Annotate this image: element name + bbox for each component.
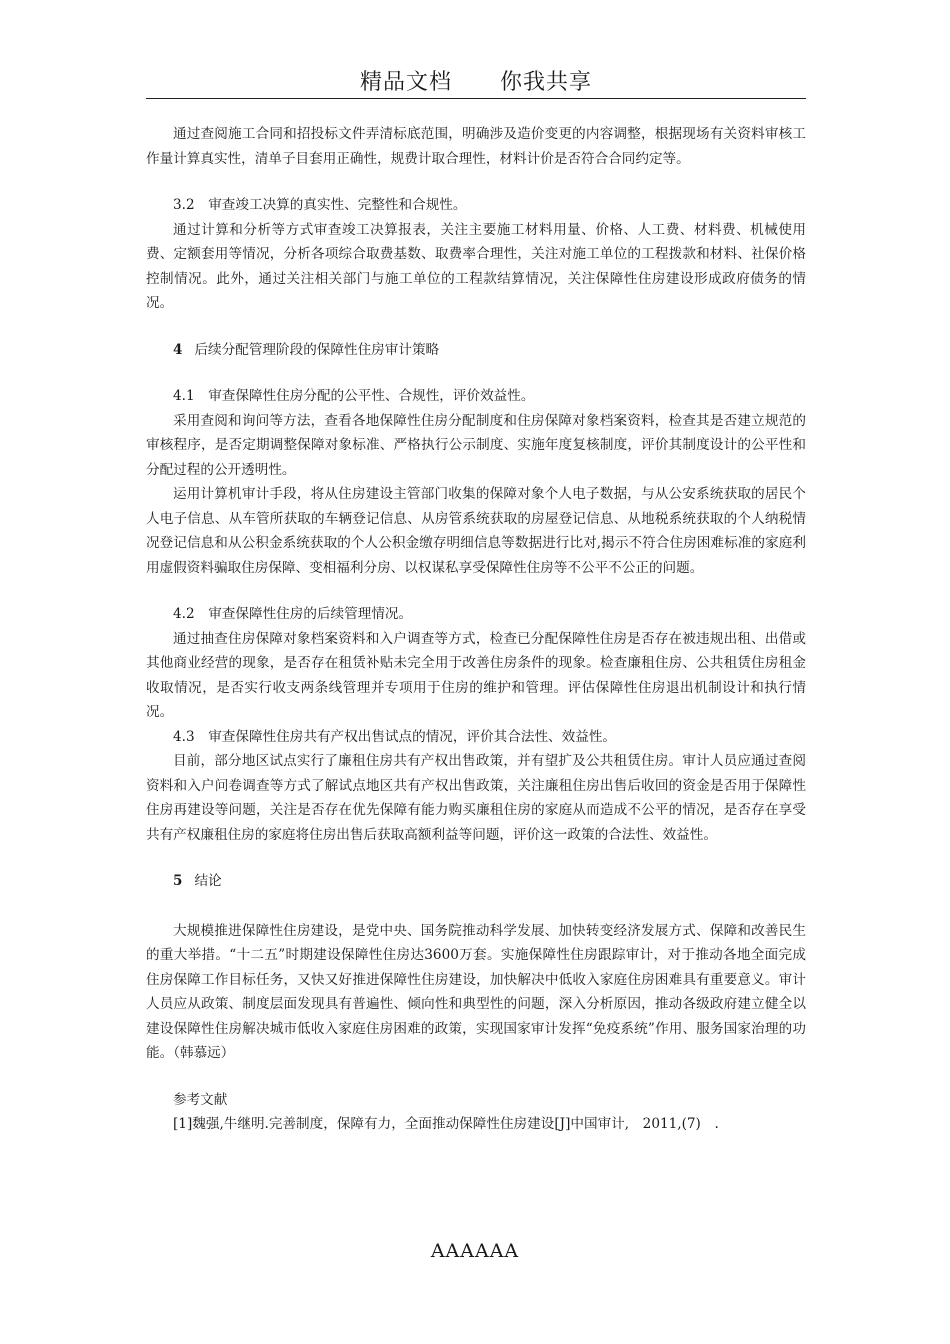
page-footer: AAAAAA <box>430 1240 520 1262</box>
section-title: 结论 <box>194 873 222 889</box>
subsection-4-1: 4.1 审查保障性住房分配的公平性、合规性，评价效益性。 <box>173 388 535 404</box>
paragraph: 目前，部分地区试点实行了廉租住房共有产权出售政策，并有望扩及公共租赁住房。审计人员应通过查阅资料和入户问卷调查等方式了解试点地区共有产权出售政策，关注廉租住房出售后收回的资金是否用于保障性住房再建设等问题，关注是否存在优先保障有能力购买廉租住房的家庭从而造成不公平的情况，是否存在享受共有产权廉租住房的家庭将住房出售后获取高额利益等问题，评价这一政策的合法性、效益性。 <box>146 753 806 843</box>
section-4-heading <box>146 338 806 363</box>
section-number: 4 <box>173 341 183 358</box>
paragraph: 运用计算机审计手段，将从住房建设主管部门收集的保障对象个人电子数据，与从公安系统获取的居民个人电子信息、从车管所获取的车辆登记信息、从房管系统获取的房屋登记信息、从地税系统获取的个人纳税情况登记信息和从公积金系统获取的个人公积金缴存明细信息等数据进行比对,揭示不符合住房困难标准的家庭利用虚假资料骗取住房保障、变相福利分房、以权谋私享受保障性住房等不公平不公正的问题。 <box>146 486 806 576</box>
document-body <box>146 122 806 1137</box>
section-title: 后续分配管理阶段的保障性住房审计策略 <box>194 341 440 358</box>
paragraph: 大规模推进保障性住房建设，是党中央、国务院推动科学发展、加快转变经济发展方式、保障和改善民生的重大举措。“十二五”时期建设保障性住房达3600万套。实施保障性住房跟踪审计，对于推动各地全面完成住房保障工作目标任务，又快又好推进保障性住房建设，加快解决中低收入家庭住房困难具有重要意义。审计人员应从政策、制度层面发现具有普遍性、倾向性和典型性的问题，深入分析原因，推动各级政府建立健全以建设保障性住房解决城市低收入家庭住房困难的政策，实现国家审计发挥“免疫系统”作用、服务国家治理的功能。（韩慕远） <box>146 922 806 1061</box>
subsection-4-2: 4.2 审查保障性住房的后续管理情况。 <box>173 606 413 622</box>
paragraph: 通过查阅施工合同和招投标文件弄清标底范围，明确涉及造价变更的内容调整，根据现场有关资料审核工作量计算真实性，清单子目套用正确性，规费计取合理性，材料计价是否符合合同约定等。 <box>146 126 806 167</box>
page-header <box>146 68 806 99</box>
header-right-text: 你我共享 <box>500 70 593 95</box>
paragraph: 通过抽查住房保障对象档案资料和入户调查等方式，检查已分配保障性住房是否存在被违规出租、出借或其他商业经营的现象，是否存在租赁补贴未完全用于改善住房条件的现象。检查廉租住房、公共租赁住房租金收取情况，是否实行收支两条线管理并专项用于住房的维护和管理。评估保障性住房退出机制设计和执行情况。 <box>146 630 806 720</box>
references-title: 参考文献 <box>173 1091 228 1108</box>
section-number: 5 <box>173 873 183 889</box>
subsection-3-2: 3.2 审查竣工决算的真实性、完整性和合规性。 <box>173 197 467 213</box>
reference-item: [1]魏强,牛继明.完善制度，保障有力，全面推动保障性住房建设[J]中国审计, 2011,(7) . <box>173 1116 719 1132</box>
section-5-heading <box>146 869 806 894</box>
subsection-4-3: 4.3 审查保障性住房共有产权出售试点的情况，评价其合法性、效益性。 <box>173 728 617 745</box>
paragraph: 通过计算和分析等方式审查竣工决算报表，关注主要施工材料用量、价格、人工费、材料费、机械使用费、定额套用等情况，分析各项综合取费基数、取费率合理性，关注对施工单位的工程拨款和材料、社保价格控制情况。此外，通过关注相关部门与施工单位的工程款结算情况，关注保障性住房建设形成政府债务的情况。 <box>146 221 806 311</box>
paragraph: 采用查阅和询问等方法，查看各地保障性住房分配制度和住房保障对象档案资料，检查其是否建立规范的审核程序，是否定期调整保障对象标准、严格执行公示制度、实施年度复核制度，评价其制度设计的公平性和分配过程的公开透明性。 <box>146 412 806 478</box>
header-left-text: 精品文档 <box>359 70 452 95</box>
